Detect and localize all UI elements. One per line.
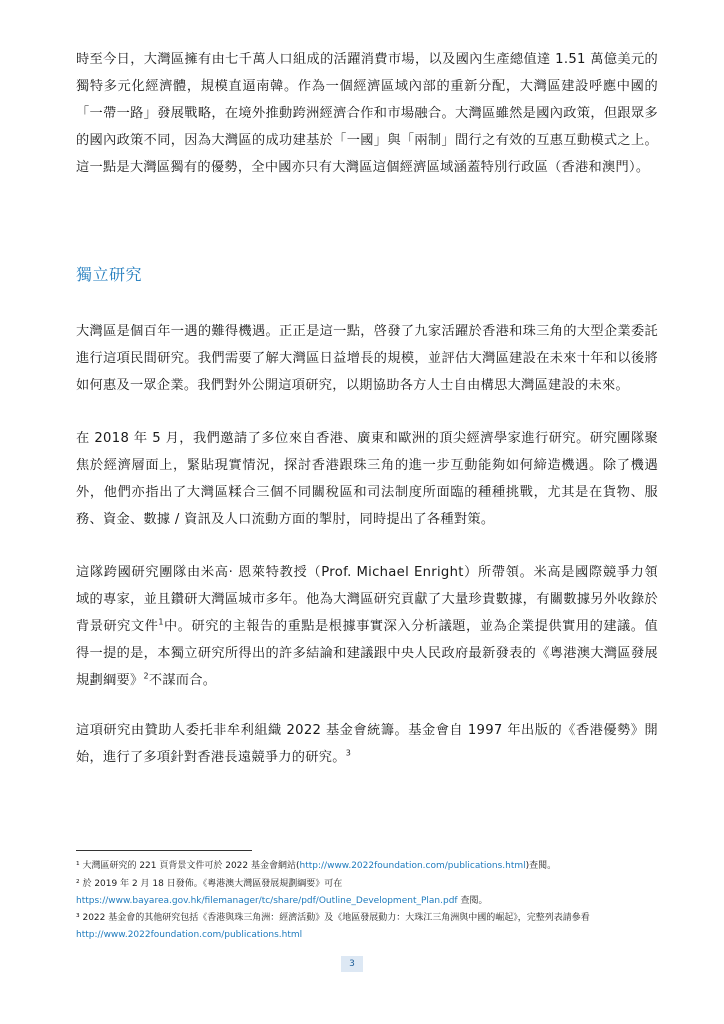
footnote-1-link[interactable]: http://www.2022foundation.com/publications.html (299, 861, 526, 871)
footnote-1-text-a: ¹ 大灣區研究的 221 頁背景文件可於 2022 基金會網站( (76, 861, 300, 871)
footnote-2 (76, 876, 666, 910)
footnote-2-text-a: ² 於 2019 年 2 月 18 日發佈。《粵港澳大灣區發展規劃綱要》可在 (76, 879, 343, 889)
footnote-2-text-b: 查閱。 (457, 896, 488, 906)
paragraph-4 (76, 559, 658, 694)
footnote-ref-2[interactable]: 2 (143, 671, 149, 681)
footnote-3-link[interactable]: http://www.2022foundation.com/publications.html (76, 930, 303, 940)
footnote-ref-1[interactable]: 1 (158, 617, 164, 627)
paragraph-1: 時至今日，大灣區擁有由七千萬人口組成的活躍消費市場，以及國內生產總值達 1.51 萬億美元的獨特多元化經濟體，規模直逼南韓。作為一個經濟區域內部的重新分配，大灣區建設呼應中國的「一帶一路」發展戰略，在境外推動跨洲經濟合作和市場融合。大灣區雖然是國內政策，但跟眾多的國內政策不同，因為大灣區的成功建基於「一國」與「兩制」間行之有效的互惠互動模式之上。這一點是大灣區獨有的優勢，全中國亦只有大灣區這個經濟區域涵蓋特別行政區（香港和澳門）。 (76, 52, 658, 175)
footnote-2-link[interactable]: https://www.bayarea.gov.hk/filemanager/tc/share/pdf/Outline_Development_Plan.pdf (76, 896, 458, 906)
paragraph-2: 大灣區是個百年一遇的難得機遇。正正是這一點，啓發了九家活躍於香港和珠三角的大型企業委託進行這項民間研究。我們需要了解大灣區日益增長的規模，並評估大灣區建設在未來十年和以後將如何惠及一眾企業。我們對外公開這項研究，以期協助各方人士自由構思大灣區建設的未來。 (76, 324, 658, 393)
paragraph-5 (76, 717, 658, 771)
footnote-1 (76, 858, 666, 875)
paragraph-4-part-b: 中。研究的主報告的重點是根據事實深入分析議題，並為企業提供實用的建議。值得一提的是，本獨立研究所得出的許多結論和建議跟中央人民政府最新發表的《粵港澳大灣區發展規劃綱要》 (76, 619, 658, 688)
paragraph-3 (76, 425, 658, 533)
footnote-divider (76, 850, 252, 851)
paragraph-4-part-c: 不謀而合。 (148, 673, 217, 688)
section-heading: 獨立研究 (76, 265, 143, 284)
footnote-ref-3[interactable]: 3 (345, 748, 352, 758)
paragraph-3-text: 在 2018 年 5 月，我們邀請了多位來自香港、廣東和歐洲的頂尖經濟學家進行研究。研究團隊聚焦於經濟層面上，緊貼現實情況，探討香港跟珠三角的進一步互動能夠如何締造機遇。除了機遇外，他們亦指出了大灣區糅合三個不同關稅區和司法制度所面臨的種種挑戰，尤其是在貨物、服務、資金、數據 / 資訊及人口流動方面的掣肘，同時提出了各種對策。 (76, 431, 658, 527)
paragraph-5-text: 這項研究由贊助人委托非牟利組織 2022 基金會統籌。基金會自 1997 年出版的《香港優勢》開始，進行了多項針對香港長遠競爭力的研究。 (76, 723, 658, 765)
footnote-3-text-a: ³ 2022 基金會的其他研究包括《香港與珠三角洲：經濟活動》及《地區發展動力：大珠江三角洲與中國的崛起》，完整列表請參看 (76, 913, 590, 923)
footnote-3 (76, 910, 666, 944)
paragraph-4-part-a: 這隊跨國研究團隊由米高· 恩萊特教授（Prof. Michael Enright）所帶領。米高是國際競爭力領域的專家，並且鑽研大灣區城市多年。他為大灣區研究貢獻了大量珍貴數據，有關數據另外收錄於背景研究文件 (76, 565, 658, 634)
page-number: 3 (341, 956, 363, 972)
footnote-1-text-b: )查閱。 (525, 861, 557, 871)
